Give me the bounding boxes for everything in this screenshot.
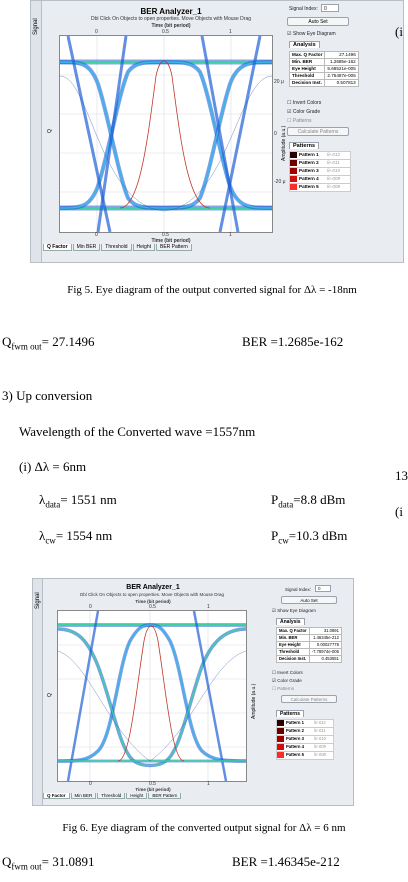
list-item: Pattern 1 fe-012 (276, 720, 334, 728)
table-row: Threshold -7.78974e-005 (277, 649, 342, 656)
fig6-ber-analyzer-window (32, 578, 354, 806)
fig5-x-tick-top: 1 (229, 29, 232, 35)
fig6-x-tick-bottom: 0.5 (149, 781, 156, 787)
fig6-calculate-patterns-button[interactable]: Calculate Patterns (281, 695, 337, 703)
fig5-time-bottom-label: Time (bit period) (151, 238, 191, 244)
pattern-swatch (277, 720, 284, 726)
fig6-time-bottom-label: Time (bit period) (135, 787, 171, 792)
fig5-eye-svg (60, 36, 272, 232)
fig6-window-subtitle: Dbl Click On Objects to open properties. Move Objects with Mouse Drag (79, 592, 225, 597)
fig6-time-top-label: Time (bit period) (135, 599, 171, 604)
right-edge-fragment: (i (395, 504, 403, 519)
fig6-signal-tab[interactable]: Signal (33, 579, 43, 805)
q-fwm-out-fig6: $Q_{fwm out}= 31.0891$ (2, 854, 95, 872)
fig5-signal-tab[interactable]: Signal (31, 1, 42, 262)
fig5-y-right-tick: 20 μ (274, 79, 284, 85)
pattern-swatch (290, 176, 297, 182)
fig5-auto-set-button[interactable]: Auto Set (287, 17, 349, 26)
fig6-x-tick-top: 1 (207, 604, 210, 610)
ber-fig5: BER =1.2685e-162 (242, 334, 344, 349)
fig6-eye-plot[interactable] (57, 610, 247, 782)
fig6-caption: Fig 6. Eye diagram of the converted output signal for Δλ = 6 nm (62, 822, 346, 834)
pattern-swatch (290, 152, 297, 158)
fig5-signal-index-label: Signal Index: (289, 6, 318, 12)
p-cw: $P_{cw}=10.3$ dBm (271, 528, 348, 546)
fig5-x-tick-bottom: 0 (95, 232, 98, 238)
right-edge-fragment: 13 (395, 468, 408, 483)
fig5-x-tick-bottom: 1 (229, 232, 232, 238)
fig6-x-tick-top: 0 (89, 604, 92, 610)
fig6-tab-bar (43, 793, 182, 799)
fig6-y-right-label: Amplitude (a.u.) (251, 683, 257, 719)
fig6-tab-q-factor[interactable]: Q Factor (43, 793, 70, 799)
fig5-patterns-header: Patterns (289, 142, 319, 149)
fig6-show-eye-checkbox[interactable]: ☑ Show Eye Diagram (272, 608, 316, 613)
right-edge-fragment: (i (395, 24, 403, 39)
fig5-y-right-tick: -20 μ (274, 179, 286, 185)
fig6-y-left-label: Q (47, 693, 53, 697)
fig5-signal-index-input[interactable]: 0 (321, 4, 339, 12)
fig6-tab-height[interactable]: Height (126, 793, 147, 799)
fig5-calculate-patterns-button[interactable]: Calculate Patterns (287, 127, 349, 136)
list-item: Pattern 4 fe-009 (289, 176, 351, 184)
fig6-analysis-table (276, 627, 342, 663)
fig6-invert-colors-checkbox[interactable]: ☐ Invert Colors (272, 670, 303, 675)
list-item: Pattern 1 fe-012 (289, 152, 351, 160)
fig5-tab-ber-pattern[interactable]: BER Pattern (156, 244, 192, 251)
table-row: Min. BER 1.46345e-212 (277, 635, 342, 642)
fig6-analysis-header: Analysis (276, 618, 305, 625)
list-item: Pattern 3 fe-010 (276, 736, 334, 744)
fig5-patterns-list (289, 151, 351, 192)
pattern-swatch (290, 184, 297, 190)
table-row: Decision Inst. 0.507813 (290, 80, 359, 87)
fig5-show-eye-checkbox[interactable]: ☑ Show Eye Diagram (287, 31, 336, 37)
fig5-invert-colors-checkbox[interactable]: ☐ Invert Colors (287, 100, 322, 106)
fig5-analysis-table (289, 51, 359, 87)
fig5-eye-plot[interactable] (59, 35, 273, 233)
fig6-patterns-list (276, 719, 334, 760)
list-item: Pattern 3 fe-010 (289, 168, 351, 176)
fig5-tab-q-factor[interactable]: Q Factor (43, 244, 72, 251)
fig6-signal-index-label: Signal Index: (285, 587, 312, 592)
fig5-tab-threshold[interactable]: Threshold (101, 244, 131, 251)
fig6-x-tick-bottom: 1 (207, 781, 210, 787)
pattern-swatch (290, 160, 297, 166)
fig6-tab-ber-pattern[interactable]: BER Pattern (148, 793, 181, 799)
list-item: Pattern 5 fe-008 (289, 184, 351, 192)
fig6-window-title: BER Analyzer_1 (126, 584, 180, 591)
fig5-window-title: BER Analyzer_1 (140, 7, 202, 16)
fig5-x-tick-top: 0 (95, 29, 98, 35)
fig6-eye-svg (58, 611, 246, 781)
lambda-cw: $\lambda_{cw}= 1554$ nm (39, 528, 113, 546)
fig5-y-left-label: Q (47, 129, 53, 133)
lambda-data: $\lambda_{data}= 1551$ nm (39, 492, 117, 510)
fig6-tab-min-ber[interactable]: Min BER (71, 793, 97, 799)
table-row: Max. Q Factor 31.0891 (277, 628, 342, 635)
fig5-window-subtitle: Dbl Click On Objects to open properties. Move Objects with Mouse Drag (90, 16, 252, 22)
fig5-tab-min-ber[interactable]: Min BER (73, 244, 101, 251)
fig5-time-top-label: Time (bit period) (151, 23, 191, 29)
pattern-swatch (277, 752, 284, 758)
fig5-x-tick-top: 0.5 (162, 29, 169, 35)
fig6-color-grade-checkbox[interactable]: ☑ Color Grade (272, 678, 302, 683)
table-row: Decision Inst. 0.453551 (277, 656, 342, 663)
list-item: Pattern 2 fe-011 (276, 728, 334, 736)
table-row: Eye Height 5.68521e-005 (290, 66, 359, 73)
fig6-patterns-checkbox[interactable]: ☐ Patterns (272, 686, 295, 691)
table-row: Threshold 2.75487e-005 (290, 73, 359, 80)
list-item: Pattern 4 fe-009 (276, 744, 334, 752)
table-row: Min. BER 1.2685e-162 (290, 59, 359, 66)
fig6-auto-set-button[interactable]: Auto Set (281, 596, 337, 604)
fig5-x-tick-bottom: 0.5 (162, 232, 169, 238)
pattern-swatch (277, 744, 284, 750)
fig5-tab-height[interactable]: Height (133, 244, 155, 251)
fig5-caption: Fig 5. Eye diagram of the output converted signal for Δλ = -18nm (67, 284, 357, 296)
section-heading: 3) Up conversion (2, 388, 93, 403)
fig6-x-tick-bottom: 0 (89, 781, 92, 787)
fig6-tab-threshold[interactable]: Threshold (97, 793, 125, 799)
fig6-signal-index-input[interactable]: 0 (315, 585, 331, 592)
fig5-ber-analyzer-window (30, 0, 404, 263)
pattern-swatch (290, 168, 297, 174)
fig5-color-grade-checkbox[interactable]: ☑ Color Grade (287, 109, 321, 115)
list-item: Pattern 5 fe-008 (276, 752, 334, 760)
pattern-swatch (277, 736, 284, 742)
table-row: Eye Height 0.00027778 (277, 642, 342, 649)
q-fwm-out-fig5: $Q_{fwm out}= 27.1496$ (2, 334, 95, 352)
wavelength-line: Wavelength of the Converted wave =1557nm (19, 424, 256, 439)
fig5-patterns-checkbox[interactable]: ☐ Patterns (287, 118, 312, 124)
case-delta-lambda: (i) Δλ = 6nm (19, 459, 87, 474)
fig6-x-tick-top: 0.5 (149, 604, 156, 610)
fig5-tab-bar (43, 244, 193, 251)
fig6-patterns-header: Patterns (276, 710, 304, 717)
table-row: Max. Q Factor 27.1496 (290, 52, 359, 59)
fig5-y-right-tick: 0 (274, 131, 277, 137)
list-item: Pattern 2 fe-011 (289, 160, 351, 168)
pattern-swatch (277, 728, 284, 734)
ber-fig6: BER =1.46345e-212 (232, 854, 340, 869)
p-data: $P_{data}=8.8$ dBm (271, 492, 346, 510)
fig5-analysis-header: Analysis (289, 41, 320, 48)
fig5-y-right-label: Amplitude (a.u.) (281, 125, 287, 161)
